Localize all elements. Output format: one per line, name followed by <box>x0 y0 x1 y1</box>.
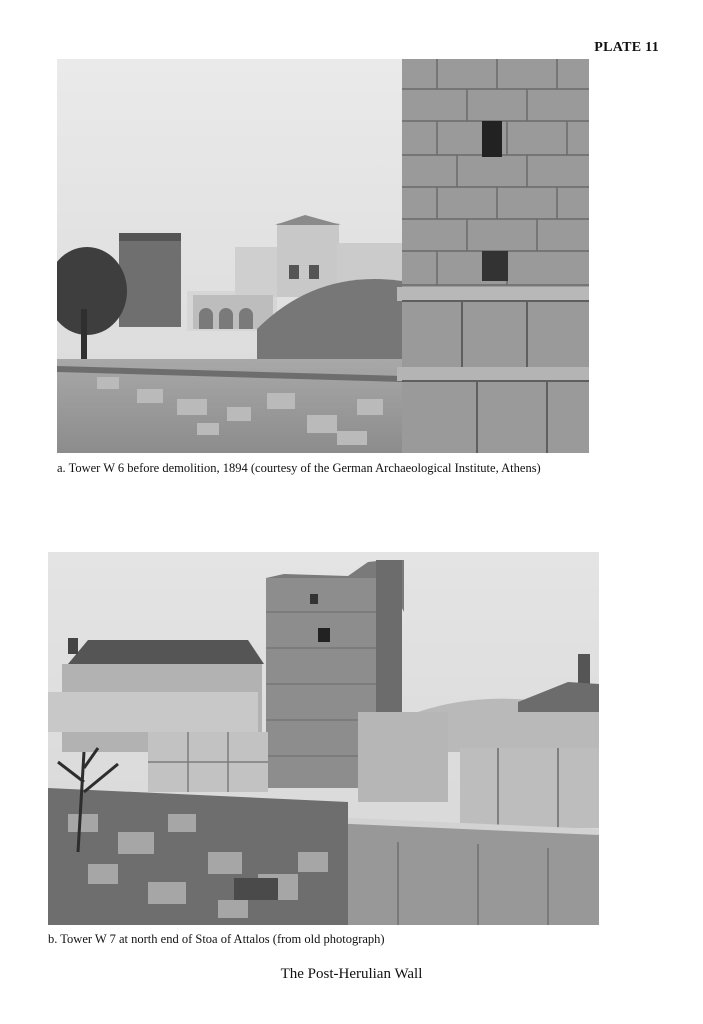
plate-label: PLATE 11 <box>594 40 659 55</box>
photo-tower-w6 <box>57 59 589 453</box>
figure-a-caption: a. Tower W 6 before demolition, 1894 (courtesy of the German Archaeological Institute, Athens) <box>57 461 541 475</box>
running-footer-title: The Post-Herulian Wall <box>280 966 423 982</box>
figure-b-caption: b. Tower W 7 at north end of Stoa of Attalos (from old photograph) <box>48 932 385 946</box>
photo-tower-w7 <box>48 552 599 925</box>
